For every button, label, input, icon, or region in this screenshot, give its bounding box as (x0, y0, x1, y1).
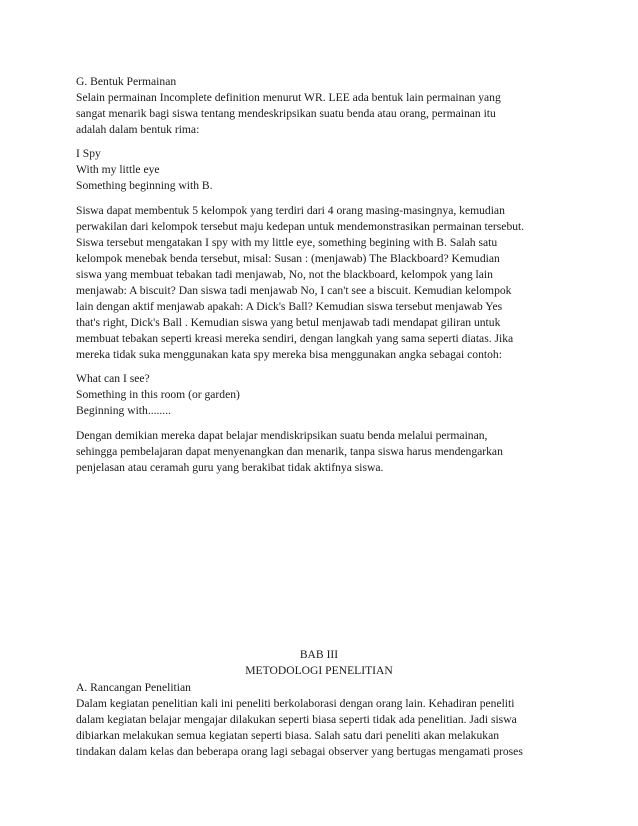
rhyme-line: I Spy (76, 147, 101, 160)
chapter-title: METODOLOGI PENELITIAN (245, 664, 393, 677)
section-a-line: dibiarkan melakukan semua kegiatan seperti biasa. Salah satu dari peneliti akan melakukan (76, 729, 500, 742)
paragraph-line: sehingga pembelajaran dapat menyenangkan dan menarik, tanpa siswa harus mendengarkan (76, 445, 503, 458)
paragraph-line: membuat tebakan seperti kreasi mereka sendiri, dengan langkah yang sama seperti diatas. Jika (76, 332, 514, 345)
section-g-line: sangat menarik bagi siswa tentang mendeskripsikan suatu benda atau orang, permainan itu (76, 107, 496, 120)
paragraph-line: lain dengan aktif menjawab apakah: A Dick's Ball? Kemudian siswa tersebut menjawab Yes (76, 300, 503, 313)
paragraph-line: menjawab: A biscuit? Dan siswa tadi menjawab No, I can't see a biscuit. Kemudian kelompok (76, 284, 512, 297)
paragraph-line: Dengan demikian mereka dapat belajar mendiskripsikan suatu benda melalui permainan, (76, 429, 488, 442)
paragraph-line: penjelasan atau ceramah guru yang berakibat tidak aktifnya siswa. (76, 461, 384, 474)
paragraph-line: mereka tidak suka menggunakan kata spy mereka bisa menggunakan angka sebagai contoh: (76, 348, 502, 361)
rhyme-line: Something beginning with B. (76, 179, 213, 192)
paragraph-line: perwakilan dari kelompok tersebut maju kedepan untuk mendemonstrasikan permainan tersebut. (76, 220, 525, 233)
paragraph-line: Siswa dapat membentuk 5 kelompok yang terdiri dari 4 orang masing-masingnya, kemudian (76, 204, 505, 217)
rhyme-line: What can I see? (76, 372, 150, 385)
section-g-line: Selain permainan Incomplete definition menurut WR. LEE ada bentuk lain permainan yang (76, 91, 501, 104)
section-a-line: dalam kegiatan belajar mengajar dilakukan seperti biasa seperti tidak ada penelitian. Jadi siswa (76, 713, 517, 726)
paragraph-line: kelompok menebak benda tersebut, misal: Susan : (menjawab) The Blackboard? Kemudian (76, 252, 500, 265)
paragraph-line: Siswa tersebut mengatakan I spy with my little eye, something begining with B. Salah satu (76, 236, 498, 249)
paragraph-line: siswa yang membuat tebakan tadi menjawab, No, not the blackboard, kelompok yang lain (76, 268, 493, 281)
section-g-line: adalah dalam bentuk rima: (76, 123, 200, 136)
rhyme-line: With my little eye (76, 163, 160, 176)
section-a-line: tindakan dalam kelas dan beberapa orang lagi sebagai observer yang bertugas mengamati proses (76, 745, 523, 758)
section-g-heading: G. Bentuk Permainan (76, 75, 177, 88)
rhyme-line: Something in this room (or garden) (76, 388, 240, 401)
paragraph-line: that's right, Dick's Ball . Kemudian siswa yang betul menjawab tadi mendapat giliran untuk (76, 316, 501, 329)
chapter-number: BAB III (299, 648, 339, 661)
section-a-line: Dalam kegiatan penelitian kali ini peneliti berkolaborasi dengan orang lain. Kehadiran peneliti (76, 697, 515, 710)
section-a-heading: A. Rancangan Penelitian (76, 681, 191, 694)
rhyme-line: Beginning with........ (76, 404, 172, 417)
